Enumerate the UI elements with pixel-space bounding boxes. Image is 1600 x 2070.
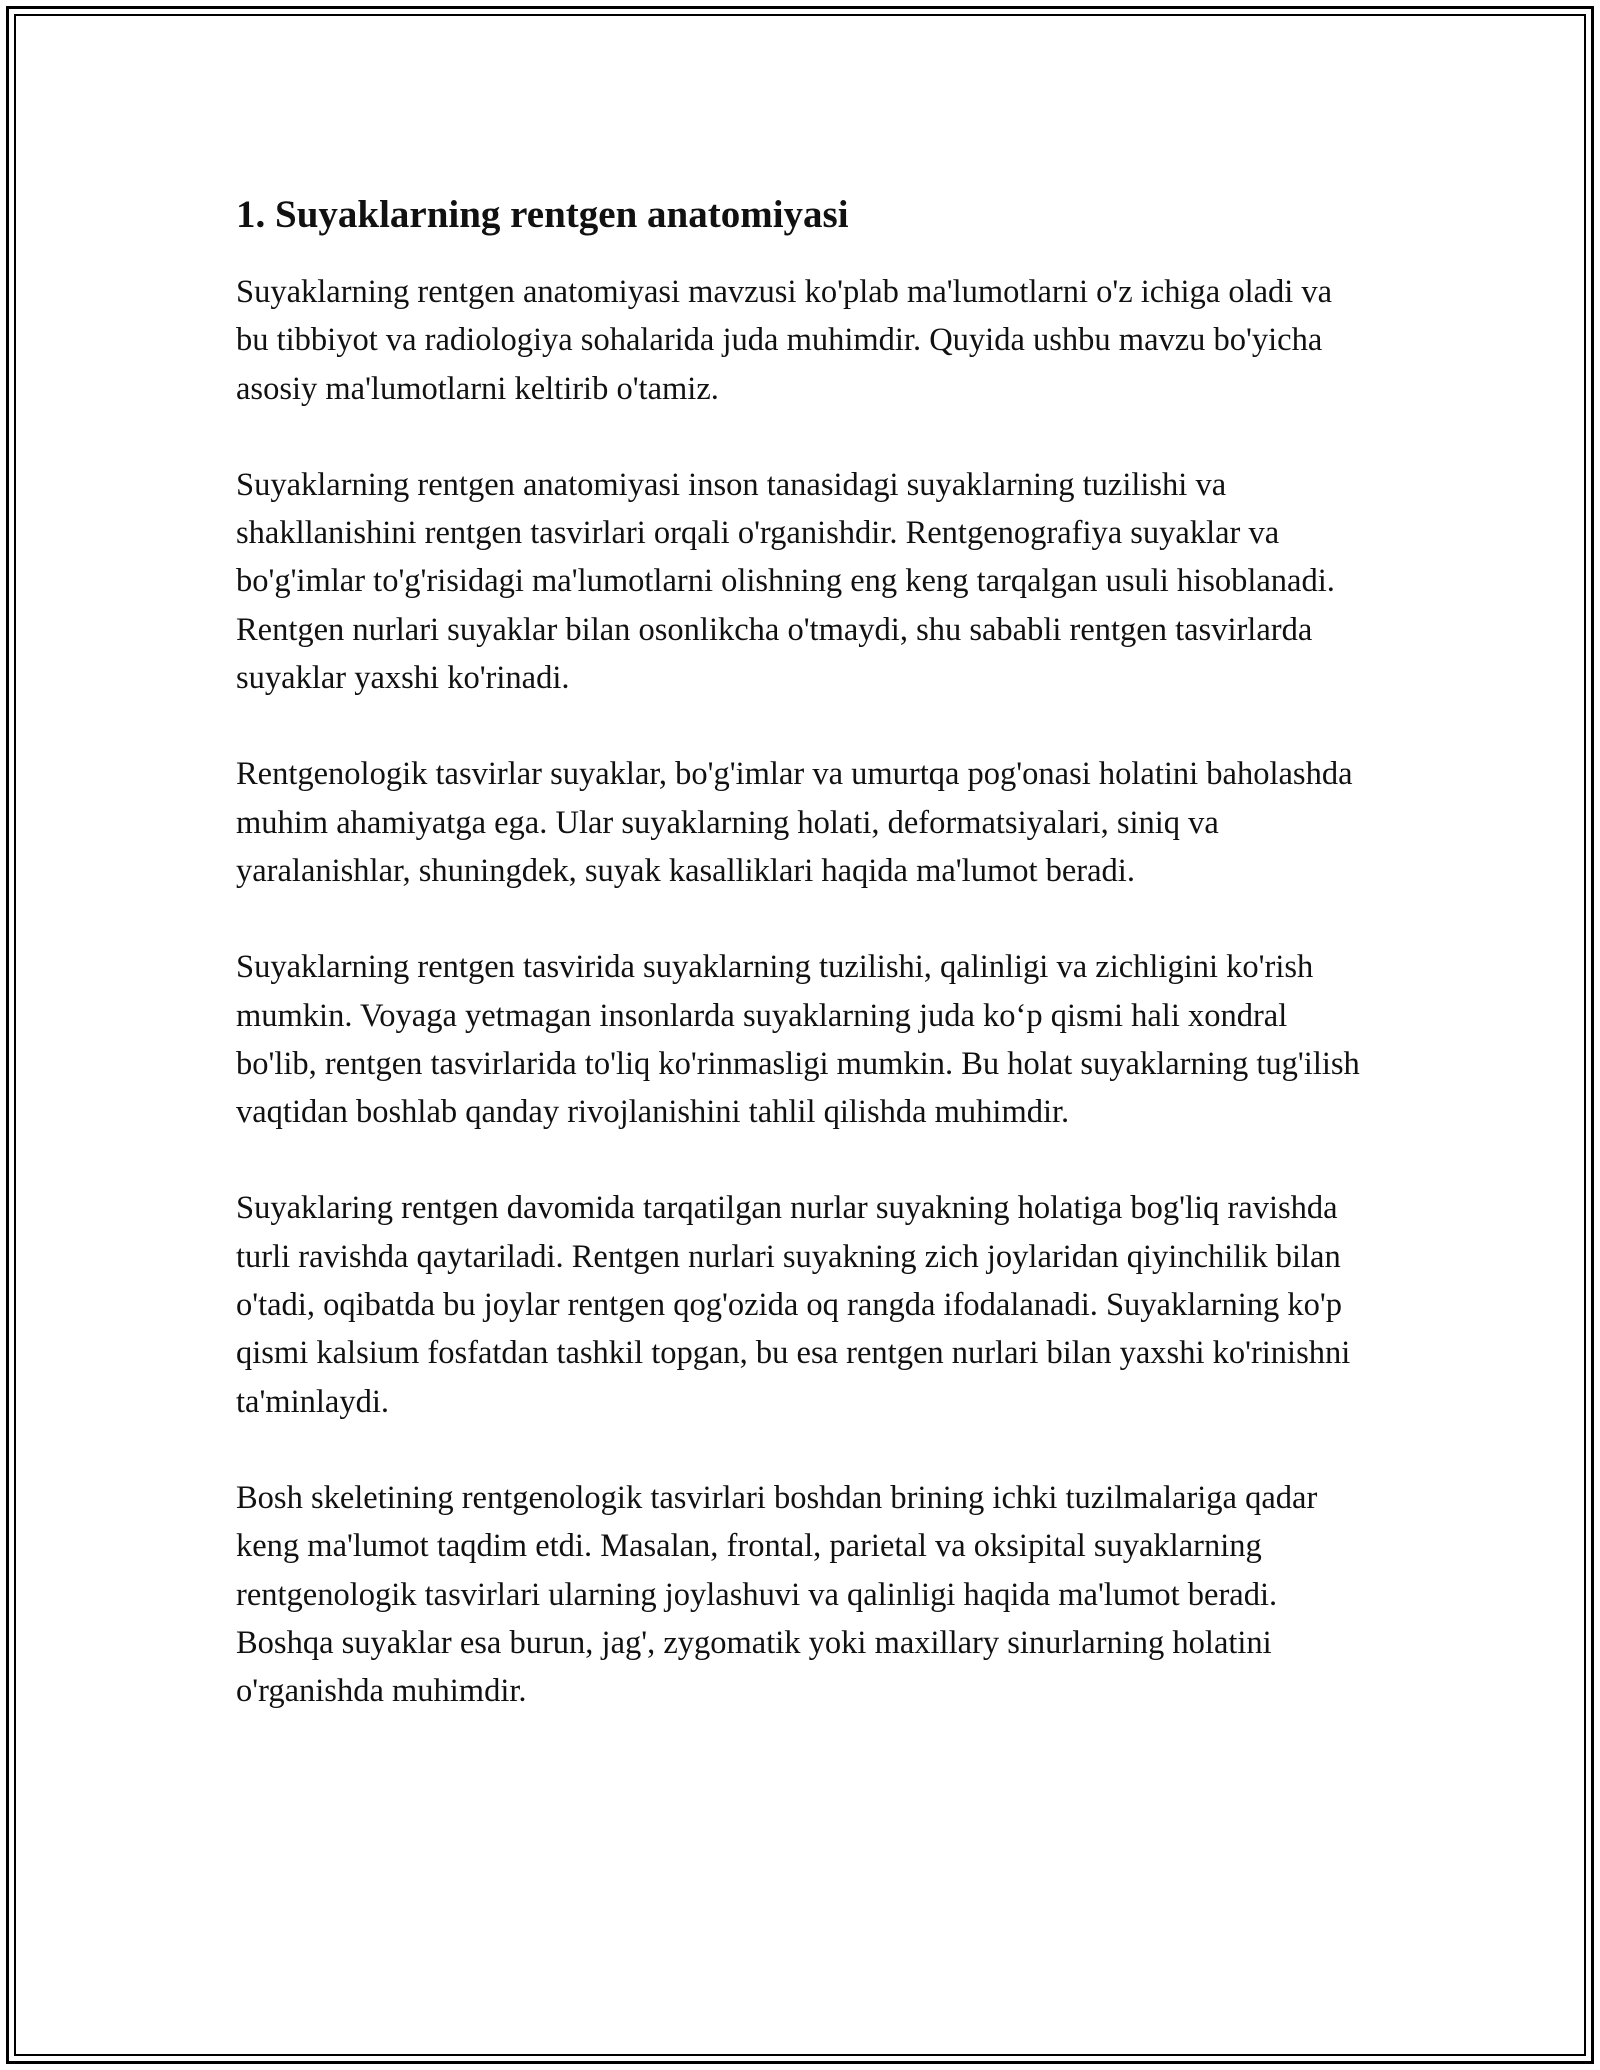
paragraph-significance: Rentgenologik tasvirlar suyaklar, bo'g'imlar va umurtqa pog'onasi holatini baholashda muhim ahamiyatga ega. Ular suyaklarning holati, deformatsiyalari, siniq va yaralanishlar, shuningdek, suyak kasalliklari haqida ma'lumot beradi. [236, 756, 1353, 889]
paragraph-xray-physics: Suyaklaring rentgen davomida tarqatilgan nurlar suyakning holatiga bog'liq ravishda turli ravishda qaytariladi. Rentgen nurlari suyakning zich joylaridan qiyinchilik bilan o'tadi, oqibatda bu joylar rentgen qog'ozida oq rangda ifodalanadi. Suyaklarning ko'p qismi kalsium fosfatdan tashkil topgan, bu esa rentgen nurlari bilan yaxshi ko'rinishni ta'minlaydi. [236, 1190, 1351, 1420]
paragraph-intro: Suyaklarning rentgen anatomiyasi mavzusi ko'plab ma'lumotlarni o'z ichiga oladi va bu tibbiyot va radiologiya sohalarida juda muhimdir. Quyida ushbu mavzu bo'yicha asosiy ma'lumotlarni keltirib o'tamiz. [236, 274, 1333, 407]
section-heading: 1. Suyaklarning rentgen anatomiyasi [236, 193, 849, 236]
paragraph-structure: Suyaklarning rentgen tasvirida suyaklarning tuzilishi, qalinligi va zichligini ko'rish mumkin. Voyaga yetmagan insonlarda suyaklarning juda ko‘p qismi hali xondral bo'lib, rentgen tasvirlarida to'liq ko'rinmasligi mumkin. Bu holat suyaklarning tug'ilish vaqtidan boshlab qanday rivojlanishini tahlil qilishda muhimdir. [236, 949, 1360, 1131]
paragraph-definition: Suyaklarning rentgen anatomiyasi inson tanasidagi suyaklarning tuzilishi va shakllanishini rentgen tasvirlari orqali o'rganishdir. Rentgenografiya suyaklar va bo'g'imlar to'g'risidagi ma'lumotlarni olishning eng keng tarqalgan usuli hisoblanadi. Rentgen nurlari suyaklar bilan osonlikcha o'tmaydi, shu sababli rentgen tasvirlarda suyaklar yaxshi ko'rinadi. [236, 466, 1335, 697]
paragraph-skull: Bosh skeletining rentgenologik tasvirlari boshdan brining ichki tuzilmalariga qadar keng ma'lumot taqdim etdi. Masalan, frontal, parietal va oksipital suyaklarning rentgenologik tasvirlari ularning joylashuvi va qalinligi haqida ma'lumot beradi. Boshqa suyaklar esa burun, jag', zygomatik yoki maxillary sinurlarning holatini o'rganishda muhimdir. [236, 1479, 1318, 1710]
document-body [236, 184, 1370, 1763]
